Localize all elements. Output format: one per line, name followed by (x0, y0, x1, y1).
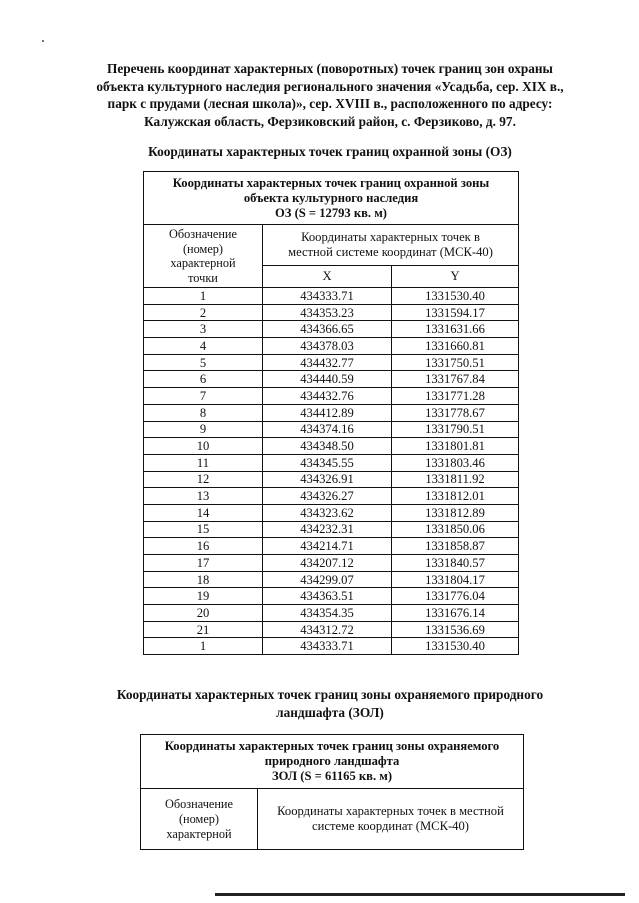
point-number-cell: 18 (144, 571, 263, 588)
x-coordinate-cell: 434432.76 (263, 388, 392, 405)
y-coordinate-cell: 1331767.84 (392, 371, 519, 388)
y-coordinate-cell: 1331778.67 (392, 404, 519, 421)
point-number-cell: 15 (144, 521, 263, 538)
point-number-cell: 19 (144, 588, 263, 605)
y-coordinate-cell: 1331803.46 (392, 454, 519, 471)
y-coordinate-cell: 1331840.57 (392, 555, 519, 572)
label-line: характерной (170, 256, 236, 270)
point-number-cell: 8 (144, 404, 263, 421)
x-coordinate-cell: 434354.35 (263, 605, 392, 622)
y-coordinate-cell: 1331771.28 (392, 388, 519, 405)
header-line: Координаты характерных точек границ зоны охраняемого (164, 739, 500, 753)
label-line: (номер) (178, 811, 220, 826)
section2-title (90, 686, 570, 721)
table-row (144, 538, 519, 555)
y-coordinate-cell: 1331790.51 (392, 421, 519, 438)
point-number-cell: 9 (144, 421, 263, 438)
x-coordinate-cell: 434412.89 (263, 404, 392, 421)
document-title (70, 60, 590, 130)
x-coordinate-cell: 434432.77 (263, 354, 392, 371)
x-coordinate-cell: 434374.16 (263, 421, 392, 438)
zol-coordinates-table (140, 734, 524, 850)
label-line: системе координат (МСК-40) (312, 819, 469, 833)
y-coordinate-cell: 1331812.89 (392, 504, 519, 521)
x-coordinate-cell: 434333.71 (263, 288, 392, 305)
header-line: ОЗ (S = 12793 кв. м) (274, 205, 388, 220)
point-number-cell: 1 (144, 638, 263, 655)
x-coordinate-cell: 434312.72 (263, 621, 392, 638)
y-coordinate-cell: 1331676.14 (392, 605, 519, 622)
y-coordinate-cell: 1331631.66 (392, 321, 519, 338)
y-coordinate-cell: 1331811.92 (392, 471, 519, 488)
x-coordinate-cell: 434366.65 (263, 321, 392, 338)
y-coordinate-cell: 1331776.04 (392, 588, 519, 605)
x-coordinate-cell: 434363.51 (263, 588, 392, 605)
y-coordinate-cell: 1331530.40 (392, 288, 519, 305)
y-coordinate-cell: 1331750.51 (392, 354, 519, 371)
title-line: Координаты характерных точек границ зоны охраняемого природного (116, 687, 544, 702)
label-line: Обозначение (165, 796, 233, 811)
y-coordinate-cell: 1331812.01 (392, 488, 519, 505)
title-line: объекта культурного наследия регионального значения «Усадьба, сер. XIX в., (96, 78, 564, 94)
table-row (144, 521, 519, 538)
point-number-cell: 11 (144, 454, 263, 471)
point-number-cell: 10 (144, 438, 263, 455)
header-line: ЗОЛ (S = 61165 кв. м) (271, 769, 393, 783)
point-label-header (144, 225, 263, 288)
x-coordinate-cell: 434353.23 (263, 304, 392, 321)
x-coordinate-cell: 434232.31 (263, 521, 392, 538)
label-line: точки (188, 270, 218, 285)
y-coordinate-cell: 1331594.17 (392, 304, 519, 321)
y-coordinate-cell: 1331530.40 (392, 638, 519, 655)
y-coordinate-cell: 1331804.17 (392, 571, 519, 588)
coords-system-header (258, 789, 524, 850)
x-coordinate-cell: 434326.91 (263, 471, 392, 488)
point-number-cell: 20 (144, 605, 263, 622)
oz-table-header (144, 172, 519, 225)
table-row (144, 354, 519, 371)
x-coordinate-cell: 434345.55 (263, 454, 392, 471)
label-line: Обозначение (169, 227, 237, 241)
header-line: Координаты характерных точек границ охранной зоны (172, 175, 490, 190)
x-coordinate-cell: 434326.27 (263, 488, 392, 505)
zol-table-header (141, 735, 524, 789)
table-row (144, 304, 519, 321)
point-number-cell: 17 (144, 555, 263, 572)
point-number-cell: 6 (144, 371, 263, 388)
y-coordinate-cell: 1331660.81 (392, 338, 519, 355)
x-coordinate-cell: 434333.71 (263, 638, 392, 655)
table-row (144, 421, 519, 438)
title-line: ландшафта (ЗОЛ) (276, 704, 384, 720)
point-number-cell: 2 (144, 304, 263, 321)
point-number-cell: 12 (144, 471, 263, 488)
table-row (144, 571, 519, 588)
table-row (144, 288, 519, 305)
table-row (144, 438, 519, 455)
point-number-cell: 3 (144, 321, 263, 338)
table-row (144, 321, 519, 338)
table-row (144, 388, 519, 405)
table-row (144, 504, 519, 521)
point-number-cell: 5 (144, 354, 263, 371)
table-row (144, 621, 519, 638)
table-row (144, 488, 519, 505)
title-line: Перечень координат характерных (поворотных) точек границ зон охраны (107, 61, 553, 76)
table-row (144, 605, 519, 622)
coords-system-header (263, 225, 519, 266)
y-coordinate-cell: 1331850.06 (392, 521, 519, 538)
title-line: Калужская область, Ферзиковский район, с. Ферзиково, д. 97. (144, 113, 516, 129)
table-row (144, 338, 519, 355)
point-number-cell: 21 (144, 621, 263, 638)
label-line: местной системе координат (МСК-40) (288, 245, 493, 260)
y-coordinate-cell: 1331858.87 (392, 538, 519, 555)
section1-subtitle: Координаты характерных точек границ охранной зоны (ОЗ) (148, 144, 512, 159)
table-row (144, 638, 519, 655)
x-coordinate-cell: 434348.50 (263, 438, 392, 455)
x-coordinate-cell: 434440.59 (263, 371, 392, 388)
x-coordinate-cell: 434323.62 (263, 504, 392, 521)
table-row (144, 404, 519, 421)
table-row (144, 555, 519, 572)
label-line: Координаты характерных точек в (301, 230, 480, 245)
y-coordinate-cell: 1331801.81 (392, 438, 519, 455)
point-number-cell: 16 (144, 538, 263, 555)
table-row (144, 588, 519, 605)
scan-speck (42, 40, 44, 42)
point-number-cell: 13 (144, 488, 263, 505)
header-line: природного ландшафта (264, 754, 400, 768)
label-line: характерной (166, 826, 232, 841)
y-coordinate-cell: 1331536.69 (392, 621, 519, 638)
point-number-cell: 14 (144, 504, 263, 521)
table-row (144, 471, 519, 488)
label-line: (номер) (182, 241, 224, 256)
bottom-rule (215, 893, 625, 896)
x-coordinate-cell: 434378.03 (263, 338, 392, 355)
column-x-header: X (263, 266, 392, 288)
column-y-header: Y (392, 266, 519, 288)
header-line: объекта культурного наследия (243, 190, 419, 205)
oz-coordinates-table (143, 171, 519, 655)
x-coordinate-cell: 434299.07 (263, 571, 392, 588)
point-number-cell: 7 (144, 388, 263, 405)
point-label-header (141, 789, 258, 850)
table-row (144, 371, 519, 388)
point-number-cell: 1 (144, 288, 263, 305)
title-line: парк с прудами (лесная школа)», сер. XVIII в., расположенного по адресу: (107, 96, 553, 111)
x-coordinate-cell: 434207.12 (263, 555, 392, 572)
label-line: Координаты характерных точек в местной (277, 804, 504, 818)
point-number-cell: 4 (144, 338, 263, 355)
x-coordinate-cell: 434214.71 (263, 538, 392, 555)
table-row (144, 454, 519, 471)
